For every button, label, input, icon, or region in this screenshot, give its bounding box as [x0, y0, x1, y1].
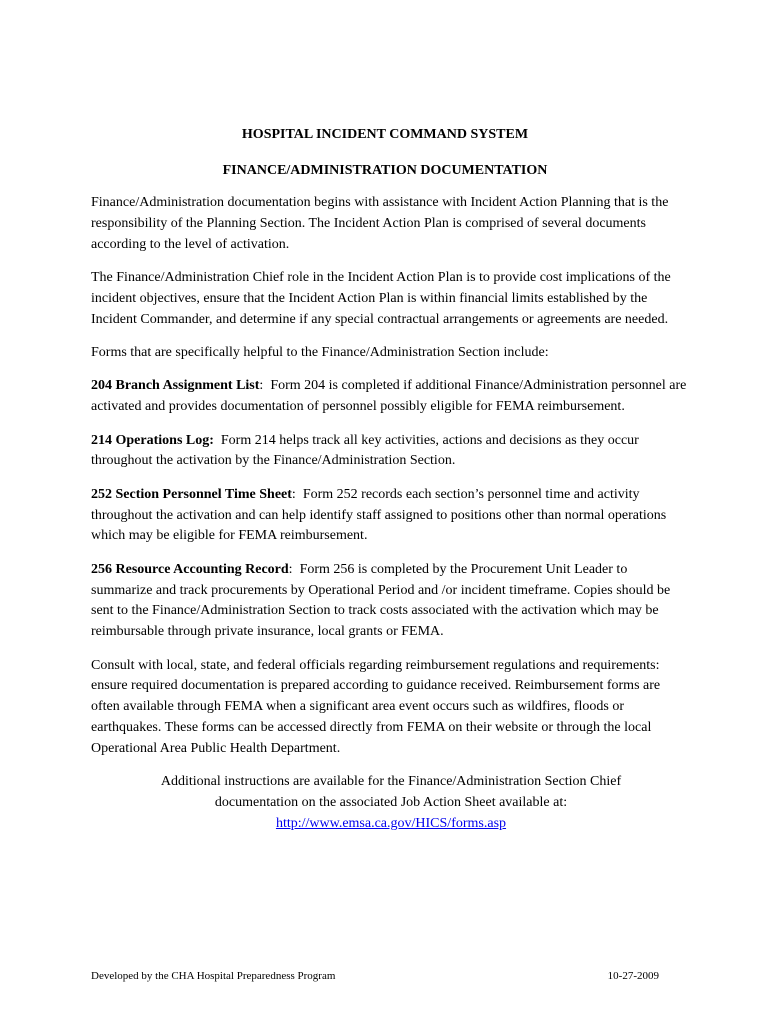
form-256-paragraph — [91, 560, 691, 643]
form-204-separator: : — [259, 378, 271, 394]
forms-intro-paragraph: Forms that are specifically helpful to the Finance/Administration Section include: — [91, 344, 549, 360]
additional-instructions-line2: documentation on the associated Job Action Sheet available at: — [214, 794, 568, 810]
chief-role-paragraph: The Finance/Administration Chief role in the Incident Action Plan is to provide cost implications of the incident objectives, ensure that the Incident Action Plan is within financial limits established by the Incident Commander, and determine if any special contractual arrangements or agreements are needed. — [91, 269, 671, 327]
footer-credit: Developed by the CHA Hospital Preparedness Program — [91, 970, 336, 982]
consult-paragraph: Consult with local, state, and federal officials regarding reimbursement regulations and requirements: ensure required documentation is prepared according to guidance received. Reimbursement forms are often available through FEMA when a significant area event occurs such as wildfires, floods or earthquakes. These forms can be accessed directly from FEMA on their website or through the local Operational Area Public Health Department. — [91, 657, 661, 756]
form-252-text: Form 252 records each section’s personnel time and activity throughout the activation and can help identify staff assigned to positions other than normal operations which may be eligible for FEMA reimbursement. — [91, 486, 667, 544]
intro-paragraph: Finance/Administration documentation begins with assistance with Incident Action Planning that is the responsibility of the Planning Section. The Incident Action Plan is comprised of several documents according to the level of activation. — [91, 195, 669, 252]
form-256-text: Form 256 is completed by the Procurement Unit Leader to summarize and track procurements by Operational Period and /or incident timeframe. Copies should be sent to the Finance/Administration Section to track costs associated with the activation which may be reimbursable through private insurance, local grants or FEMA. — [91, 561, 671, 640]
form-252-paragraph — [91, 485, 691, 547]
form-252-heading: 252 Section Personnel Time Sheet — [91, 486, 292, 502]
document-title: HOSPITAL INCIDENT COMMAND SYSTEM — [241, 127, 529, 142]
form-256-heading: 256 Resource Accounting Record — [91, 561, 289, 577]
hics-forms-link[interactable]: http://www.emsa.ca.gov/HICS/forms.asp — [275, 815, 507, 831]
additional-instructions — [91, 772, 691, 834]
form-256-separator: : — [288, 561, 300, 577]
form-252-separator: : — [291, 486, 303, 502]
document-subtitle: FINANCE/ADMINISTRATION DOCUMENTATION — [222, 163, 548, 178]
document-body — [91, 193, 691, 834]
additional-instructions-line1: Additional instructions are available for the Finance/Administration Section Chief — [160, 774, 622, 790]
form-214-separator — [214, 433, 221, 448]
form-214-paragraph — [91, 431, 691, 473]
footer-date: 10-27-2009 — [607, 970, 659, 982]
form-214-heading: 214 Operations Log: — [91, 432, 214, 448]
form-204-text: Form 204 is completed if additional Finance/Administration personnel are activated and provides documentation of personnel possibly eligible for FEMA reimbursement. — [91, 378, 687, 415]
form-204-heading: 204 Branch Assignment List — [91, 378, 260, 394]
form-214-text: Form 214 helps track all key activities, actions and decisions as they occur throughout the activation by the Finance/Administration Section. — [91, 432, 639, 469]
form-204-paragraph — [91, 376, 691, 418]
